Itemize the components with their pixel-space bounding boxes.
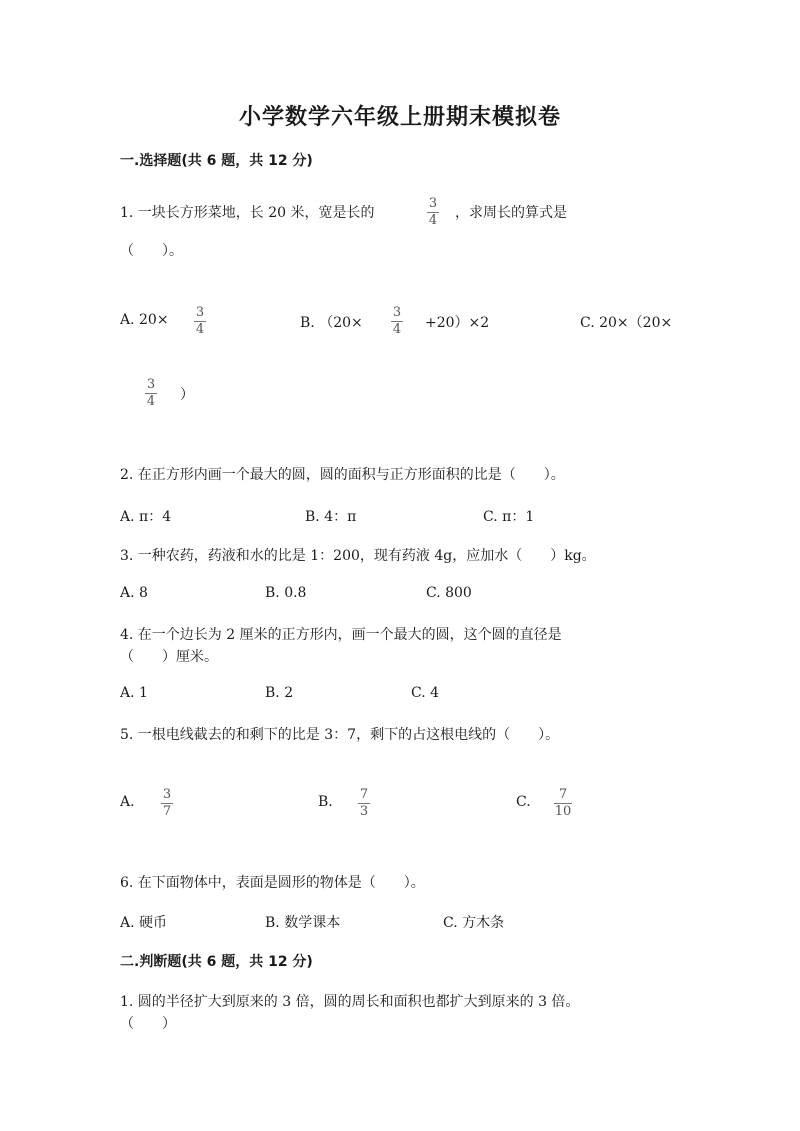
question-1-option-b-fraction [391, 306, 403, 337]
question-1-option-c-fraction [145, 378, 157, 409]
question-2-option-a: A. π：4 [120, 509, 172, 525]
question-3-option-a: A. 8 [120, 585, 148, 601]
question-5-option-b-fraction [358, 788, 370, 819]
question-6-option-c: C. 方木条 [443, 915, 505, 931]
question-1-option-a: A. 20× [120, 312, 169, 328]
question-4-blank: （ ）厘米。 [120, 649, 218, 665]
question-2-option-c: C. π：1 [483, 509, 535, 525]
question-1-fraction [427, 197, 439, 228]
judgment-1-blank: （ ） [120, 1016, 176, 1032]
question-1-option-c: C. 20×（20× [580, 315, 673, 331]
fraction-numerator: 7 [558, 787, 568, 802]
question-1-option-b: B. （20× [300, 315, 363, 331]
question-6-text: 6. 在下面物体中，表面是圆形的物体是（ ）。 [120, 875, 425, 891]
question-1-text: 1. 一块长方形菜地，长 20 米，宽是长的 [120, 205, 375, 221]
fraction-denominator: 4 [392, 322, 402, 337]
section-heading-choice: 一.选择题(共 6 题，共 12 分) [120, 153, 313, 169]
fraction-denominator: 7 [162, 804, 172, 819]
question-4-option-c: C. 4 [411, 685, 440, 701]
question-5-option-a-fraction [161, 788, 173, 819]
judgment-1-text: 1. 圆的半径扩大到原来的 3 倍，圆的周长和面积也都扩大到原来的 3 倍。 [120, 994, 580, 1010]
question-5-text: 5. 一根电线截去的和剩下的比是 3：7，剩下的占这根电线的（ ）。 [120, 727, 560, 743]
question-2-text: 2. 在正方形内画一个最大的圆，圆的面积与正方形面积的比是（ ）。 [120, 467, 565, 483]
question-5-option-c-fraction [554, 788, 572, 819]
question-1-option-a-fraction [194, 306, 206, 337]
question-2-option-b: B. 4：π [305, 509, 357, 525]
question-4-option-b: B. 2 [265, 685, 294, 701]
fraction-denominator: 10 [554, 804, 572, 819]
fraction-numerator: 3 [428, 196, 438, 211]
question-6-option-a: A. 硬币 [120, 915, 168, 931]
question-4-option-a: A. 1 [120, 685, 148, 701]
fraction-numerator: 3 [146, 377, 156, 392]
fraction-numerator: 3 [392, 305, 402, 320]
fraction-numerator: 3 [162, 787, 172, 802]
question-1-text-cont: ，求周长的算式是 [455, 205, 567, 221]
question-4-text: 4. 在一个边长为 2 厘米的正方形内，画一个最大的圆，这个圆的直径是 [120, 627, 562, 643]
fraction-numerator: 7 [359, 787, 369, 802]
question-1-option-b-suffix: +20）×2 [425, 315, 490, 331]
question-3-text: 3. 一种农药，药液和水的比是 1：200，现有药液 4g，应加水（ ）kg。 [120, 548, 596, 564]
fraction-denominator: 3 [359, 804, 369, 819]
fraction-denominator: 4 [195, 322, 205, 337]
question-1-option-c-suffix: ） [180, 387, 194, 403]
fraction-numerator: 3 [195, 305, 205, 320]
fraction-denominator: 4 [428, 213, 438, 228]
question-5-option-a: A. [120, 794, 135, 810]
question-3-option-c: C. 800 [426, 585, 472, 601]
fraction-denominator: 4 [146, 394, 156, 409]
question-3-option-b: B. 0.8 [265, 585, 307, 601]
question-1-blank: （ ）。 [120, 243, 183, 259]
question-5-option-b: B. [318, 794, 333, 810]
question-5-option-c: C. [516, 794, 531, 810]
page-title: 小学数学六年级上册期末模拟卷 [238, 105, 561, 130]
question-6-option-b: B. 数学课本 [265, 915, 341, 931]
section-heading-judgment: 二.判断题(共 6 题，共 12 分) [120, 954, 313, 970]
